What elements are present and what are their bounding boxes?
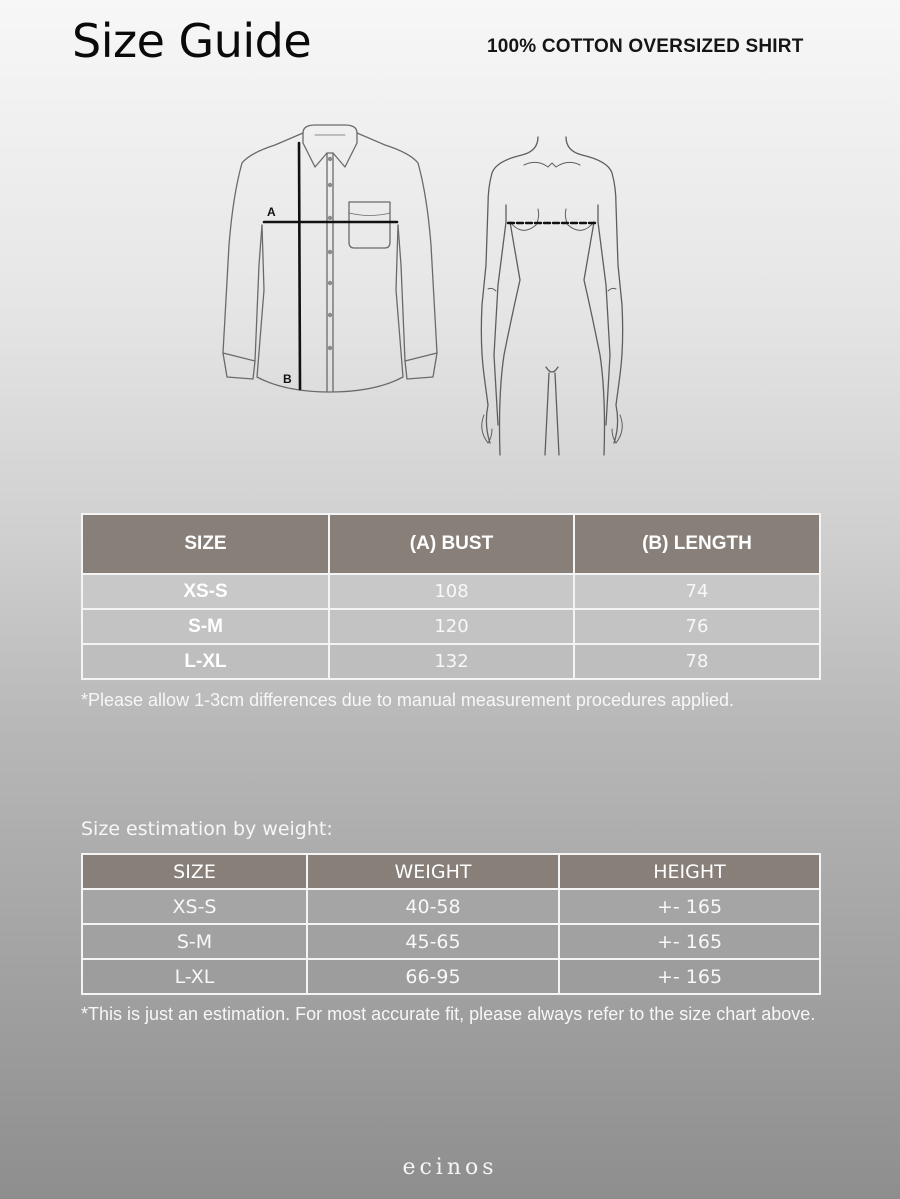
size-cell: L-XL [82, 959, 307, 994]
size-chart-header-row [82, 514, 820, 574]
column-header-height: HEIGHT [559, 854, 820, 889]
size-cell: XS-S [82, 889, 307, 924]
bust-cell: 108 [329, 574, 574, 609]
product-name: 100% COTTON OVERSIZED SHIRT [487, 36, 804, 57]
measurement-note: *Please allow 1-3cm differences due to manual measurement procedures applied. [81, 690, 735, 710]
table-row [82, 959, 820, 994]
table-row [82, 609, 820, 644]
column-header-size: SIZE [82, 514, 329, 574]
body-diagram-icon [462, 125, 642, 460]
table-row [82, 574, 820, 609]
weight-cell: 66-95 [307, 959, 559, 994]
column-header-length: (B) LENGTH [574, 514, 820, 574]
brand-logo: ecinos [402, 1155, 498, 1180]
weight-cell: 40-58 [307, 889, 559, 924]
weight-chart-table [81, 853, 821, 995]
length-cell: 76 [574, 609, 820, 644]
length-cell: 74 [574, 574, 820, 609]
height-cell: +- 165 [559, 959, 820, 994]
size-chart-table [81, 513, 821, 680]
table-row [82, 924, 820, 959]
bust-cell: 120 [329, 609, 574, 644]
size-cell: S-M [82, 924, 307, 959]
length-cell: 78 [574, 644, 820, 679]
bust-cell: 132 [329, 644, 574, 679]
size-cell: S-M [82, 609, 329, 644]
size-cell: XS-S [82, 574, 329, 609]
height-cell: +- 165 [559, 924, 820, 959]
estimation-note: *This is just an estimation. For most accurate fit, please always refer to the size chart above. [81, 1004, 816, 1024]
shirt-diagram-icon [215, 115, 445, 405]
weight-cell: 45-65 [307, 924, 559, 959]
column-header-size: SIZE [82, 854, 307, 889]
column-header-weight: WEIGHT [307, 854, 559, 889]
svg-text:A: A [267, 205, 276, 219]
column-header-bust: (A) BUST [329, 514, 574, 574]
weight-estimation-label: Size estimation by weight: [81, 818, 333, 840]
size-cell: L-XL [82, 644, 329, 679]
page-title: Size Guide [72, 14, 312, 68]
weight-chart-header-row [82, 854, 820, 889]
svg-text:B: B [283, 372, 292, 386]
table-row [82, 889, 820, 924]
height-cell: +- 165 [559, 889, 820, 924]
table-row [82, 644, 820, 679]
